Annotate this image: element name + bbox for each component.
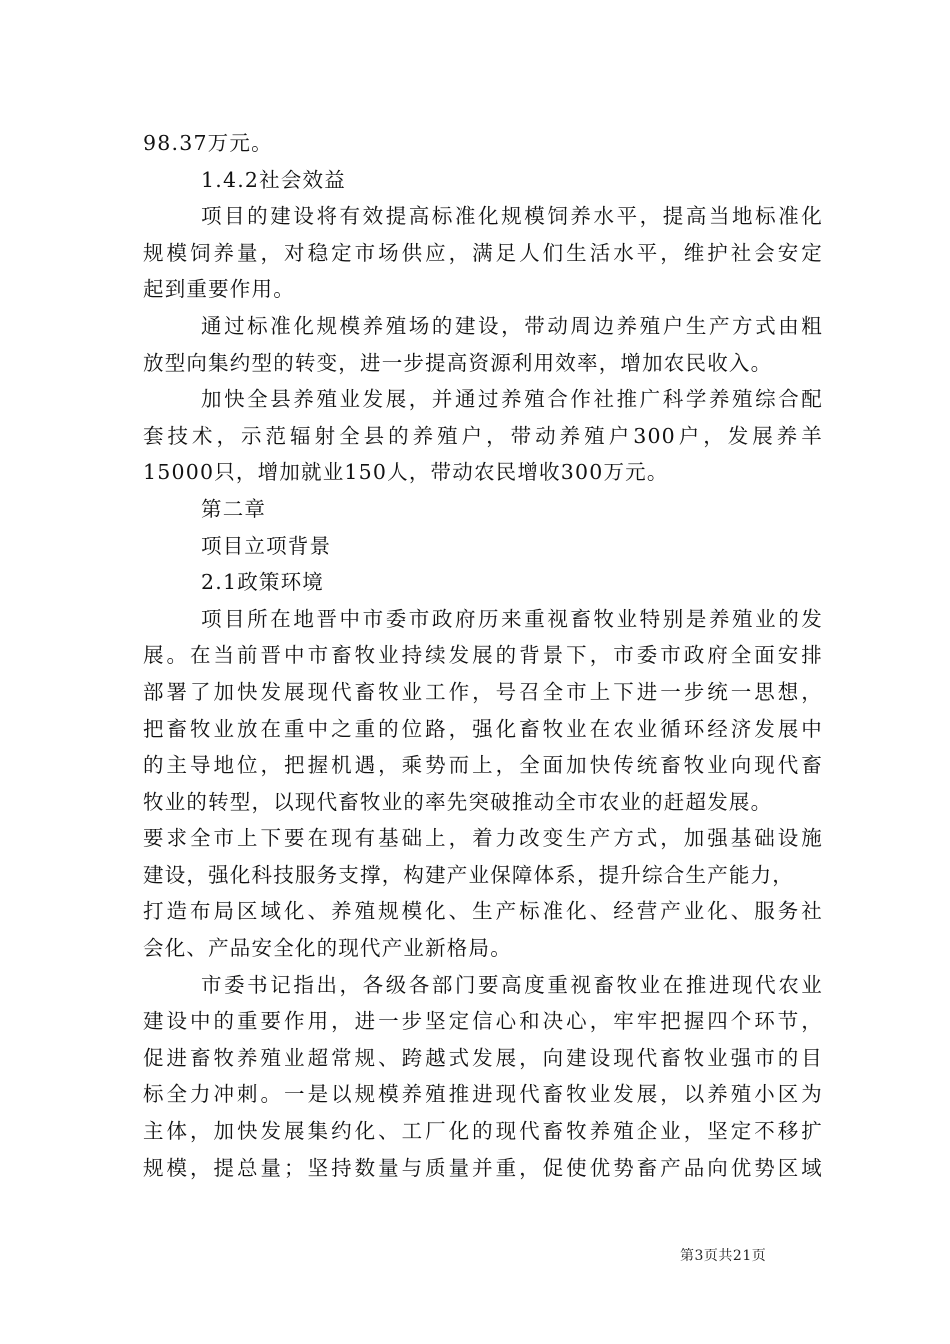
- text-line: 15000只，增加就业150人，带动农民增收300万元。: [143, 460, 669, 485]
- text-line: 市委书记指出，各级各部门要高度重视畜牧业在推进现代农业: [201, 972, 823, 997]
- text-line: 规模饲养量，对稳定市场供应，满足人们生活水平，维护社会安定: [143, 240, 823, 265]
- text-line: 通过标准化规模养殖场的建设，带动周边养殖户生产方式由粗: [201, 313, 823, 338]
- text-line: 放型向集约型的转变，进一步提高资源利用效率，增加农民收入。: [143, 350, 773, 375]
- section-heading: 2.1政策环境: [201, 570, 325, 595]
- text-line: 促进畜牧养殖业超常规、跨越式发展，向建设现代畜牧业强市的目: [143, 1045, 823, 1070]
- text-line: 加快全县养殖业发展，并通过养殖合作社推广科学养殖综合配: [201, 387, 823, 412]
- text-line: 展。在当前晋中市畜牧业持续发展的背景下，市委市政府全面安排: [143, 643, 823, 668]
- text-line: 把畜牧业放在重中之重的位路，强化畜牧业在农业循环经济发展中: [143, 716, 823, 741]
- text-line: 项目所在地晋中市委市政府历来重视畜牧业特别是养殖业的发: [201, 606, 823, 631]
- text-line: 主体，加快发展集约化、工厂化的现代畜牧养殖企业，坚定不移扩: [143, 1119, 823, 1144]
- text-line: 要求全市上下要在现有基础上，着力改变生产方式，加强基础设施: [143, 826, 823, 851]
- text-line: 建设，强化科技服务支撑，构建产业保障体系，提升综合生产能力，: [143, 862, 794, 887]
- text-line: 会化、产品安全化的现代产业新格局。: [143, 936, 512, 961]
- text-line: 项目的建设将有效提高标准化规模饲养水平，提高当地标准化: [201, 204, 823, 229]
- text-line: 规模，提总量；坚持数量与质量并重，促使优势畜产品向优势区域: [143, 1155, 823, 1180]
- chapter-title: 项目立项背景: [201, 533, 332, 558]
- text-line: 部署了加快发展现代畜牧业工作，号召全市上下进一步统一思想，: [143, 679, 823, 704]
- text-line: 起到重要作用。: [143, 277, 295, 302]
- text-line: 套技术，示范辐射全县的养殖户，带动养殖户300户，发展养羊: [143, 423, 823, 448]
- text-line: 的主导地位，把握机遇，乘势而上，全面加快传统畜牧业向现代畜: [143, 753, 823, 778]
- text-line: 打造布局区域化、养殖规模化、生产标准化、经营产业化、服务社: [143, 899, 823, 924]
- text-line: 98.37万元。: [143, 131, 273, 155]
- document-body: [143, 125, 823, 1186]
- text-line: 建设中的重要作用，进一步坚定信心和决心，牢牢把握四个环节，: [143, 1009, 823, 1034]
- text-line: 牧业的转型，以现代畜牧业的率先突破推动全市农业的赶超发展。: [143, 789, 773, 814]
- text-line: 标全力冲刺。一是以规模养殖推进现代畜牧业发展，以养殖小区为: [143, 1082, 823, 1107]
- page-number: 第3页共21页: [680, 1248, 767, 1264]
- section-heading: 1.4.2社会效益: [201, 167, 346, 192]
- chapter-heading: 第二章: [201, 496, 267, 521]
